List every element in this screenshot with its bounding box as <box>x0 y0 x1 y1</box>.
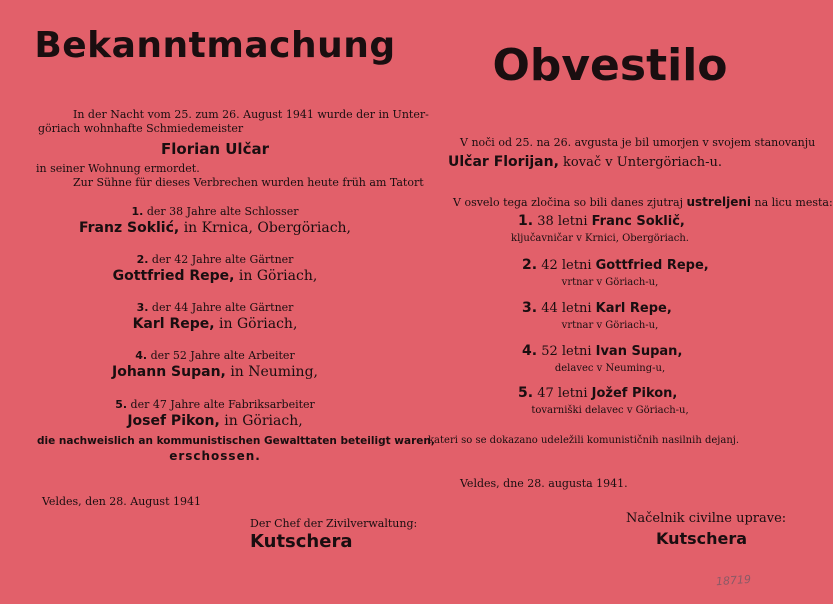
slovene-signer-name: Kutschera <box>656 529 748 548</box>
german-entry-1-desc: 1. der 38 Jahre alte Schlosser <box>131 205 299 218</box>
slovene-victim-name: Ulčar Florijan, <box>448 154 559 170</box>
german-title: Bekanntmachung <box>34 25 396 66</box>
german-place-date: Veldes, den 28. August 1941 <box>42 495 201 508</box>
slovene-entry-2-name: 2. 42 letni Gottfried Repe, <box>522 257 709 273</box>
slovene-entry-5-name: 5. 47 letni Jožef Pikon, <box>518 385 678 401</box>
slovene-intro-1: V noči od 25. na 26. avgusta je bil umorjen v svojem stanovanju <box>460 136 816 149</box>
german-intro-2: göriach wohnhafte Schmiedemeister <box>38 122 244 135</box>
slovene-entry-4-detail: delavec v Neuming-u, <box>554 363 666 374</box>
slovene-place-date: Veldes, dne 28. augusta 1941. <box>460 477 628 490</box>
german-entry-4-name: Johann Supan, in Neuming, <box>112 364 318 380</box>
slovene-intro-2: V osvelo tega zločina so bili danes zjutraj ustreljeni na licu mesta: <box>453 195 833 209</box>
german-entry-4-desc: 4. der 52 Jahre alte Arbeiter <box>135 349 295 362</box>
archive-mark: 18719 <box>715 572 752 589</box>
german-closing-2: erschossen. <box>169 449 261 463</box>
slovene-closing: kateri so se dokazano udeležili komunističnih nasilnih dejanj. <box>428 435 740 446</box>
slovene-entry-1-name: 1. 38 letni Franc Soklič, <box>518 213 685 229</box>
german-intro-1: In der Nacht vom 25. zum 26. August 1941 wurde der in Unter- <box>73 108 429 121</box>
slovene-title: Obvestilo <box>492 40 728 91</box>
slovene-entry-1-detail: ključavničar v Krnici, Obergöriach. <box>511 233 689 244</box>
german-entry-5-name: Josef Pikon, in Göriach, <box>127 413 303 429</box>
german-entry-2-name: Gottfried Repe, in Göriach, <box>112 268 318 284</box>
german-victim-name: Florian Ulčar <box>161 140 269 158</box>
slovene-entry-5-detail: tovarniški delavec v Göriach-u, <box>531 405 689 416</box>
german-entry-3-desc: 3. der 44 Jahre alte Gärtner <box>136 301 294 314</box>
german-entry-3-name: Karl Repe, in Göriach, <box>132 316 298 332</box>
german-entry-2-desc: 2. der 42 Jahre alte Gärtner <box>136 253 294 266</box>
slovene-column <box>400 0 833 604</box>
slovene-entry-3-detail: vrtnar v Göriach-u, <box>561 320 659 331</box>
german-entry-5-desc: 5. der 47 Jahre alte Fabriksarbeiter <box>115 398 315 411</box>
german-entry-1-name: Franz Soklić, in Krnica, Obergöriach, <box>78 220 351 236</box>
german-intro-3: in seiner Wohnung ermordet. <box>36 162 200 175</box>
slovene-entry-2-detail: vrtnar v Göriach-u, <box>561 277 659 288</box>
slovene-entry-4-name: 4. 52 letni Ivan Supan, <box>522 343 683 359</box>
german-signer-title: Der Chef der Zivilverwaltung: <box>250 517 418 530</box>
slovene-entry-3-name: 3. 44 letni Karl Repe, <box>522 300 672 316</box>
slovene-signer-title: Načelnik civilne uprave: <box>626 511 787 526</box>
slovene-victim-line <box>448 155 722 170</box>
german-signer-name: Kutschera <box>250 531 353 552</box>
german-closing-1: die nachweislich an kommunistischen Gewalttaten beteiligt waren, <box>37 435 435 447</box>
german-intro-4: Zur Sühne für dieses Verbrechen wurden heute früh am Tatort <box>73 176 424 189</box>
slovene-victim-rest: kovač v Untergöriach-u. <box>563 155 723 170</box>
